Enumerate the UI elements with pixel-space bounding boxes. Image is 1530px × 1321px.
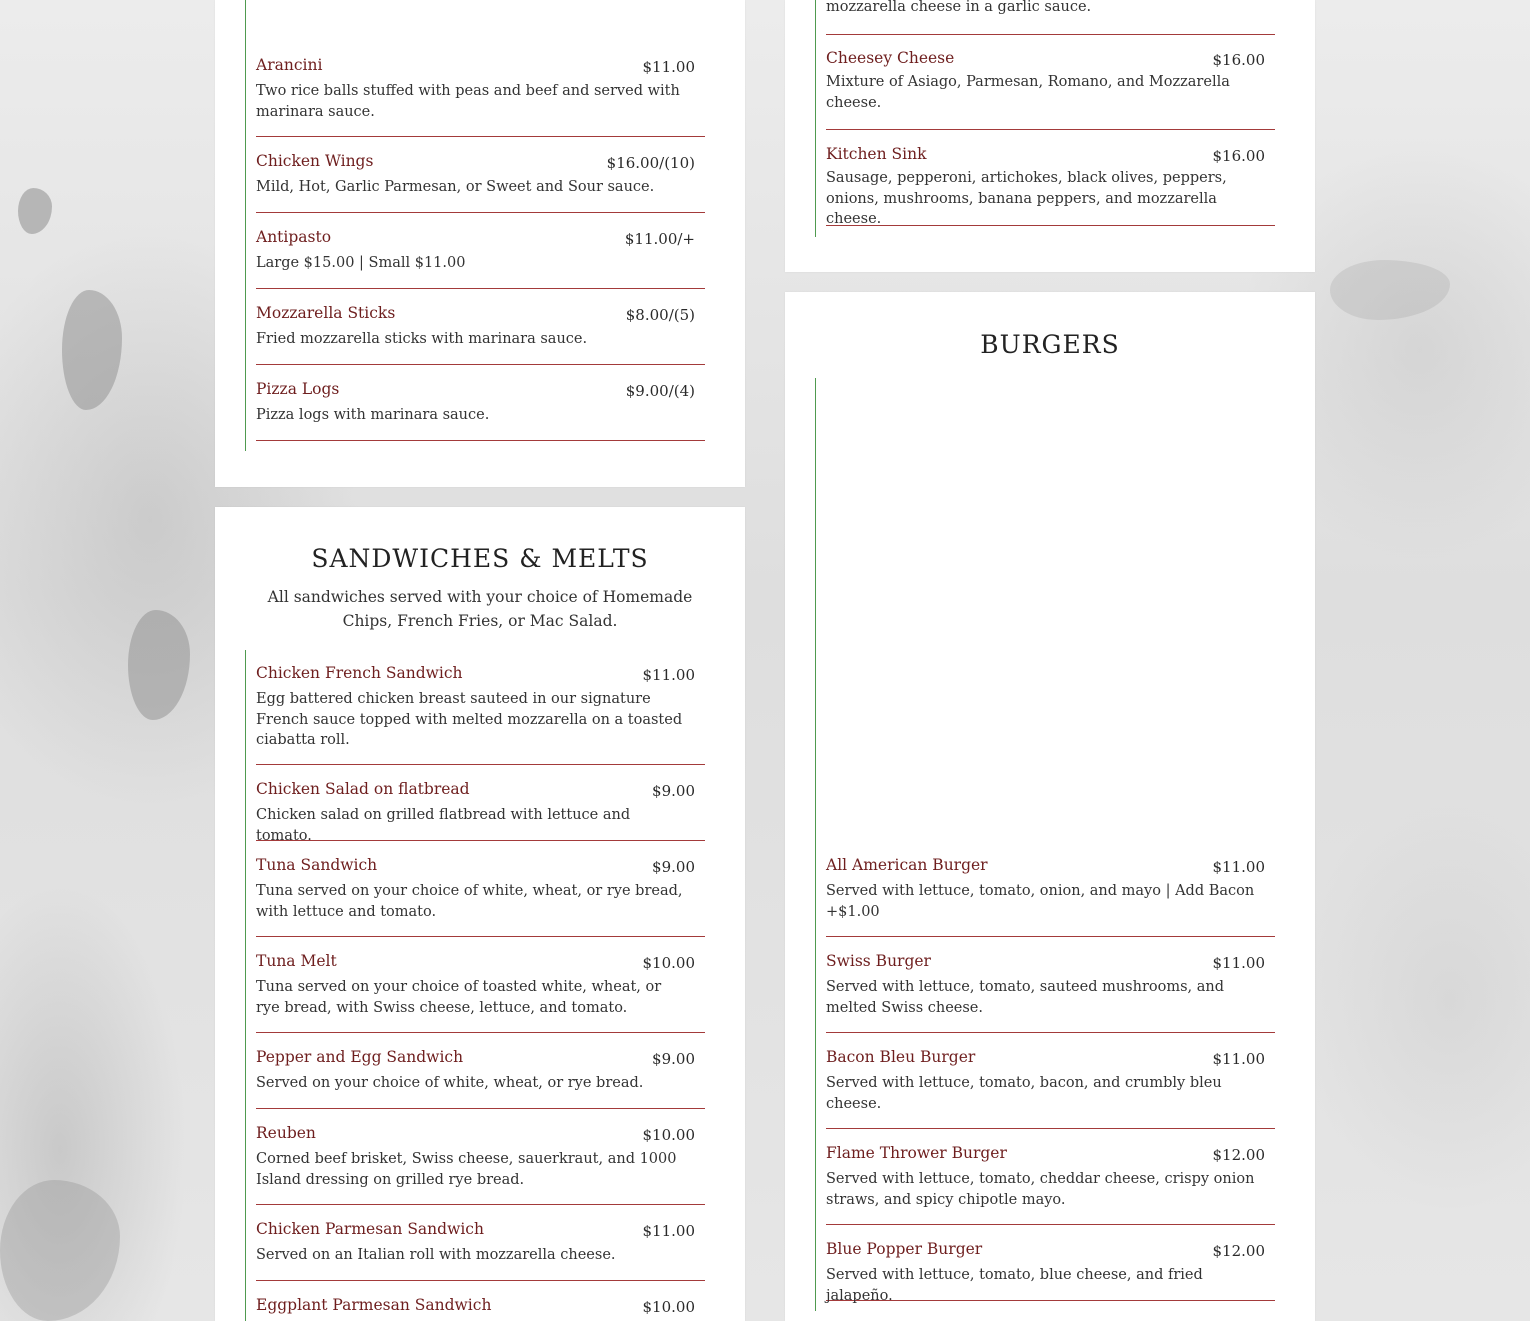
item-description: Served with lettuce, tomato, onion, and mayo | Add Bacon +$1.00 bbox=[826, 883, 1255, 920]
pizzas-card bbox=[785, 0, 1315, 272]
item-description: Served on an Italian roll with mozzarella cheese. bbox=[256, 1247, 616, 1263]
item-description: mozzarella cheese in a garlic sauce. bbox=[826, 0, 1092, 15]
background-texture bbox=[62, 290, 122, 410]
item-description: Tuna served on your choice of white, wheat, or rye bread, with lettuce and tomato. bbox=[256, 883, 683, 920]
item-description: Served on your choice of white, wheat, or rye bread. bbox=[256, 1075, 644, 1091]
item-name: Pizza Logs bbox=[256, 380, 340, 398]
menu-item bbox=[256, 1124, 705, 1205]
item-name: Mozzarella Sticks bbox=[256, 304, 396, 322]
item-description: Served with lettuce, tomato, blue cheese, and fried jalapeño. bbox=[826, 1267, 1203, 1304]
item-price: $11.00 bbox=[1212, 858, 1265, 876]
section-title: SANDWICHES & MELTS bbox=[311, 544, 649, 573]
item-name: Tuna Sandwich bbox=[256, 856, 378, 874]
item-description: Corned beef brisket, Swiss cheese, sauerkraut, and 1000 Island dressing on grilled rye bread. bbox=[256, 1151, 677, 1188]
item-description: Served with lettuce, tomato, bacon, and crumbly bleu cheese. bbox=[826, 1075, 1222, 1112]
item-price: $16.00 bbox=[1212, 147, 1265, 165]
item-name: Cheesey Cheese bbox=[826, 49, 955, 67]
menu-item bbox=[826, 0, 1275, 35]
section-title: BURGERS bbox=[980, 330, 1120, 359]
menu-item bbox=[826, 49, 1275, 130]
item-price: $10.00 bbox=[642, 1298, 695, 1316]
sandwiches-list bbox=[245, 650, 705, 1321]
item-description: Fried mozzarella sticks with marinara sauce. bbox=[256, 331, 588, 347]
item-description: Pizza logs with marinara sauce. bbox=[256, 407, 490, 423]
item-price: $9.00 bbox=[652, 858, 695, 876]
background-texture bbox=[18, 188, 52, 234]
menu-item bbox=[256, 228, 705, 289]
appetizers-list bbox=[245, 0, 705, 451]
item-price: $9.00/(4) bbox=[625, 382, 695, 400]
background-texture bbox=[1330, 260, 1450, 320]
item-description: Chicken salad on grilled flatbread with lettuce and tomato. bbox=[256, 807, 631, 844]
item-name: Flame Thrower Burger bbox=[826, 1144, 1007, 1162]
item-price: $16.00/(10) bbox=[606, 154, 695, 172]
sandwiches-card bbox=[215, 507, 745, 1321]
menu-item bbox=[826, 856, 1275, 937]
item-name: Blue Popper Burger bbox=[826, 1240, 983, 1258]
menu-item bbox=[826, 1144, 1275, 1225]
item-price: $11.00 bbox=[642, 58, 695, 76]
item-price: $8.00/(5) bbox=[625, 306, 695, 324]
item-description: Mixture of Asiago, Parmesan, Romano, and Mozzarella cheese. bbox=[826, 74, 1230, 111]
item-price: $10.00 bbox=[642, 1126, 695, 1144]
background-texture bbox=[0, 1180, 120, 1321]
item-name: All American Burger bbox=[826, 856, 988, 874]
item-name: Tuna Melt bbox=[256, 952, 337, 970]
burgers-card bbox=[785, 292, 1315, 1321]
background-texture bbox=[128, 610, 190, 720]
menu-item bbox=[256, 856, 705, 937]
item-name: Chicken Wings bbox=[256, 152, 374, 170]
item-name: Chicken Salad on flatbread bbox=[256, 780, 470, 798]
menu-item bbox=[256, 1296, 705, 1321]
item-description: Tuna served on your choice of toasted white, wheat, or rye bread, with Swiss cheese, lettuce, and tomato. bbox=[256, 979, 662, 1016]
burgers-list bbox=[815, 378, 1275, 1311]
item-price: $12.00 bbox=[1212, 1242, 1265, 1260]
menu-item bbox=[256, 664, 705, 765]
item-price: $11.00 bbox=[1212, 1050, 1265, 1068]
item-description: Mild, Hot, Garlic Parmesan, or Sweet and Sour sauce. bbox=[256, 179, 655, 195]
item-description: Egg battered chicken breast sauteed in our signature French sauce topped with melted mozzarella on a toasted ciabatta roll. bbox=[256, 691, 683, 748]
item-name: Arancini bbox=[256, 56, 323, 74]
item-description: Sausage, pepperoni, artichokes, black olives, peppers, onions, mushrooms, banana peppers, and mozzarella cheese. bbox=[826, 170, 1227, 227]
menu-item bbox=[256, 304, 705, 365]
item-price: $9.00 bbox=[652, 782, 695, 800]
item-description: Large $15.00 | Small $11.00 bbox=[256, 255, 466, 271]
item-price: $11.00 bbox=[642, 666, 695, 684]
menu-item bbox=[826, 952, 1275, 1033]
item-name: Eggplant Parmesan Sandwich bbox=[256, 1296, 492, 1314]
item-price: $16.00 bbox=[1212, 51, 1265, 69]
item-name: Antipasto bbox=[256, 228, 332, 246]
pizzas-list bbox=[815, 0, 1275, 237]
item-name: Kitchen Sink bbox=[826, 145, 927, 163]
item-name: Swiss Burger bbox=[826, 952, 931, 970]
menu-item bbox=[826, 1240, 1275, 1304]
menu-item bbox=[256, 1048, 705, 1109]
item-name: Reuben bbox=[256, 1124, 316, 1142]
item-name: Pepper and Egg Sandwich bbox=[256, 1048, 464, 1066]
appetizers-card bbox=[215, 0, 745, 487]
item-price: $11.00 bbox=[1212, 954, 1265, 972]
item-name: Chicken French Sandwich bbox=[256, 664, 463, 682]
section-note: All sandwiches served with your choice of Homemade Chips, French Fries, or Mac Salad. bbox=[267, 588, 693, 630]
menu-item bbox=[826, 145, 1275, 226]
item-price: $11.00/+ bbox=[624, 230, 695, 248]
item-description: Served with lettuce, tomato, cheddar cheese, crispy onion straws, and spicy chipotle mayo. bbox=[826, 1171, 1255, 1208]
menu-item bbox=[256, 952, 705, 1033]
menu-item bbox=[256, 1220, 705, 1281]
item-price: $12.00 bbox=[1212, 1146, 1265, 1164]
menu-item bbox=[826, 1048, 1275, 1129]
item-price: $10.00 bbox=[642, 954, 695, 972]
item-price: $11.00 bbox=[642, 1222, 695, 1240]
item-description: Served with lettuce, tomato, sauteed mushrooms, and melted Swiss cheese. bbox=[826, 979, 1225, 1016]
item-name: Bacon Bleu Burger bbox=[826, 1048, 976, 1066]
item-price: $9.00 bbox=[652, 1050, 695, 1068]
item-description: Two rice balls stuffed with peas and beef and served with marinara sauce. bbox=[256, 83, 680, 120]
menu-item bbox=[256, 56, 705, 137]
menu-item bbox=[256, 152, 705, 213]
item-name: Chicken Parmesan Sandwich bbox=[256, 1220, 484, 1238]
menu-item bbox=[256, 780, 705, 844]
menu-item bbox=[256, 380, 705, 441]
